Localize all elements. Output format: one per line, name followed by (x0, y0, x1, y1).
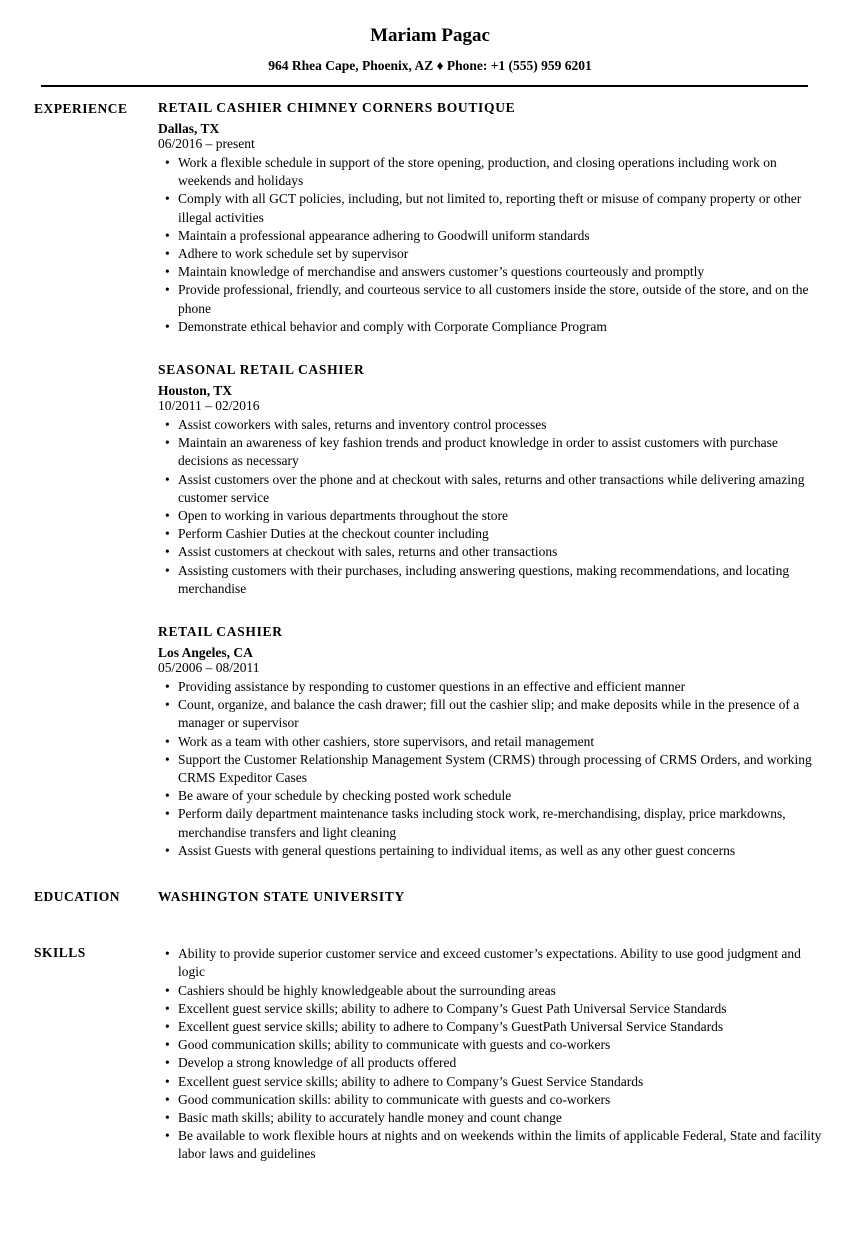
job-entry (158, 624, 826, 860)
bullet-item: • Maintain knowledge of merchandise and answers customer’s questions courteously and promptly (158, 263, 826, 281)
job-title: SEASONAL RETAIL CASHIER (158, 362, 365, 378)
bullet-item: • Assist customers at checkout with sales, returns and other transactions (158, 543, 826, 561)
candidate-name: Mariam Pagac (370, 25, 490, 46)
bullet-item: • Cashiers should be highly knowledgeable about the surrounding areas (158, 982, 826, 1000)
header-divider (41, 85, 808, 87)
experience-content (158, 100, 826, 860)
school-name: WASHINGTON STATE UNIVERSITY (158, 889, 405, 905)
bullet-item: • Be aware of your schedule by checking posted work schedule (158, 787, 826, 805)
education-label: EDUCATION (34, 889, 121, 905)
bullet-item: • Excellent guest service skills; ability to adhere to Company’s GuestPath Universal Service Standards (158, 1018, 826, 1036)
bullet-item: • Support the Customer Relationship Management System (CRMS) through processing of CRMS Orders, and working CRMS Expeditor Cases (158, 751, 826, 787)
bullet-item: • Assisting customers with their purchases, including answering questions, making recommendations, and locating merchandise (158, 562, 826, 598)
bullet-item: • Develop a strong knowledge of all products offered (158, 1054, 826, 1072)
skills-label: SKILLS (34, 945, 86, 961)
education-section (0, 888, 860, 905)
experience-section (0, 100, 860, 860)
bullet-item: • Count, organize, and balance the cash drawer; fill out the cashier slip; and make deposits while in the presence of a manager or supervisor (158, 696, 826, 732)
bullet-item: • Excellent guest service skills; ability to adhere to Company’s Guest Path Universal Service Standards (158, 1000, 826, 1018)
bullet-item: • Perform daily department maintenance tasks including stock work, re-merchandising, display, price markdowns, merchandise transfers and light cleaning (158, 805, 826, 841)
bullet-item: • Demonstrate ethical behavior and comply with Corporate Compliance Program (158, 318, 826, 336)
bullet-item: • Be available to work flexible hours at nights and on weekends within the limits of applicable Federal, State and facility labor laws and guidelines (158, 1127, 826, 1163)
job-entry (158, 362, 826, 598)
bullet-item: • Basic math skills; ability to accurately handle money and count change (158, 1109, 826, 1127)
job-dates: 10/2011 – 02/2016 (158, 398, 260, 414)
bullet-item: • Work as a team with other cashiers, store supervisors, and retail management (158, 733, 826, 751)
contact-line: 964 Rhea Cape, Phoenix, AZ ♦ Phone: +1 (555) 959 6201 (268, 58, 592, 73)
job-entry (158, 100, 826, 336)
education-content (158, 888, 826, 905)
bullet-item: • Comply with all GCT policies, including, but not limited to, reporting theft or misuse of company property or other illegal activities (158, 190, 826, 226)
job-title: RETAIL CASHIER (158, 624, 283, 640)
bullet-item: • Work a flexible schedule in support of the store opening, production, and closing operations including work on weekends and holidays (158, 154, 826, 190)
job-location: Dallas, TX (158, 121, 220, 136)
bullet-item: • Maintain an awareness of key fashion trends and product knowledge in order to assist customers with purchase decisions as necessary (158, 434, 826, 470)
bullet-item: • Perform Cashier Duties at the checkout counter including (158, 525, 826, 543)
job-location: Los Angeles, CA (158, 645, 253, 661)
experience-label: EXPERIENCE (34, 101, 128, 116)
bullet-item: • Assist Guests with general questions pertaining to individual items, as well as any other guest concerns (158, 842, 826, 860)
bullet-item: • Assist coworkers with sales, returns and inventory control processes (158, 416, 826, 434)
job-dates: 05/2006 – 08/2011 (158, 660, 260, 676)
bullet-item: • Good communication skills; ability to communicate with guests and co-workers (158, 1036, 826, 1054)
bullet-item: • Provide professional, friendly, and courteous service to all customers inside the store, outside of the store, and on the phone (158, 281, 826, 317)
job-title: RETAIL CASHIER CHIMNEY CORNERS BOUTIQUE (158, 100, 516, 115)
bullet-item: • Excellent guest service skills; ability to adhere to Company’s Guest Service Standards (158, 1073, 826, 1091)
bullet-item: • Open to working in various departments throughout the store (158, 507, 826, 525)
job-bullet-list (158, 416, 826, 598)
bullet-item: • Providing assistance by responding to customer questions in an effective and efficient manner (158, 678, 826, 696)
job-bullet-list (158, 678, 826, 860)
job-bullet-list (158, 154, 826, 336)
skills-section (0, 945, 860, 1163)
bullet-item: • Assist customers over the phone and at checkout with sales, returns and other transactions while delivering amazing customer service (158, 471, 826, 507)
bullet-item: • Maintain a professional appearance adhering to Goodwill uniform standards (158, 227, 826, 245)
bullet-item: • Ability to provide superior customer service and exceed customer’s expectations. Ability to use good judgment and logic (158, 945, 826, 981)
job-dates: 06/2016 – present (158, 136, 255, 151)
skills-content (158, 945, 826, 1163)
bullet-item: • Adhere to work schedule set by supervisor (158, 245, 826, 263)
skills-bullet-list (158, 945, 826, 1163)
job-location: Houston, TX (158, 383, 233, 399)
bullet-item: • Good communication skills: ability to communicate with guests and co-workers (158, 1091, 826, 1109)
